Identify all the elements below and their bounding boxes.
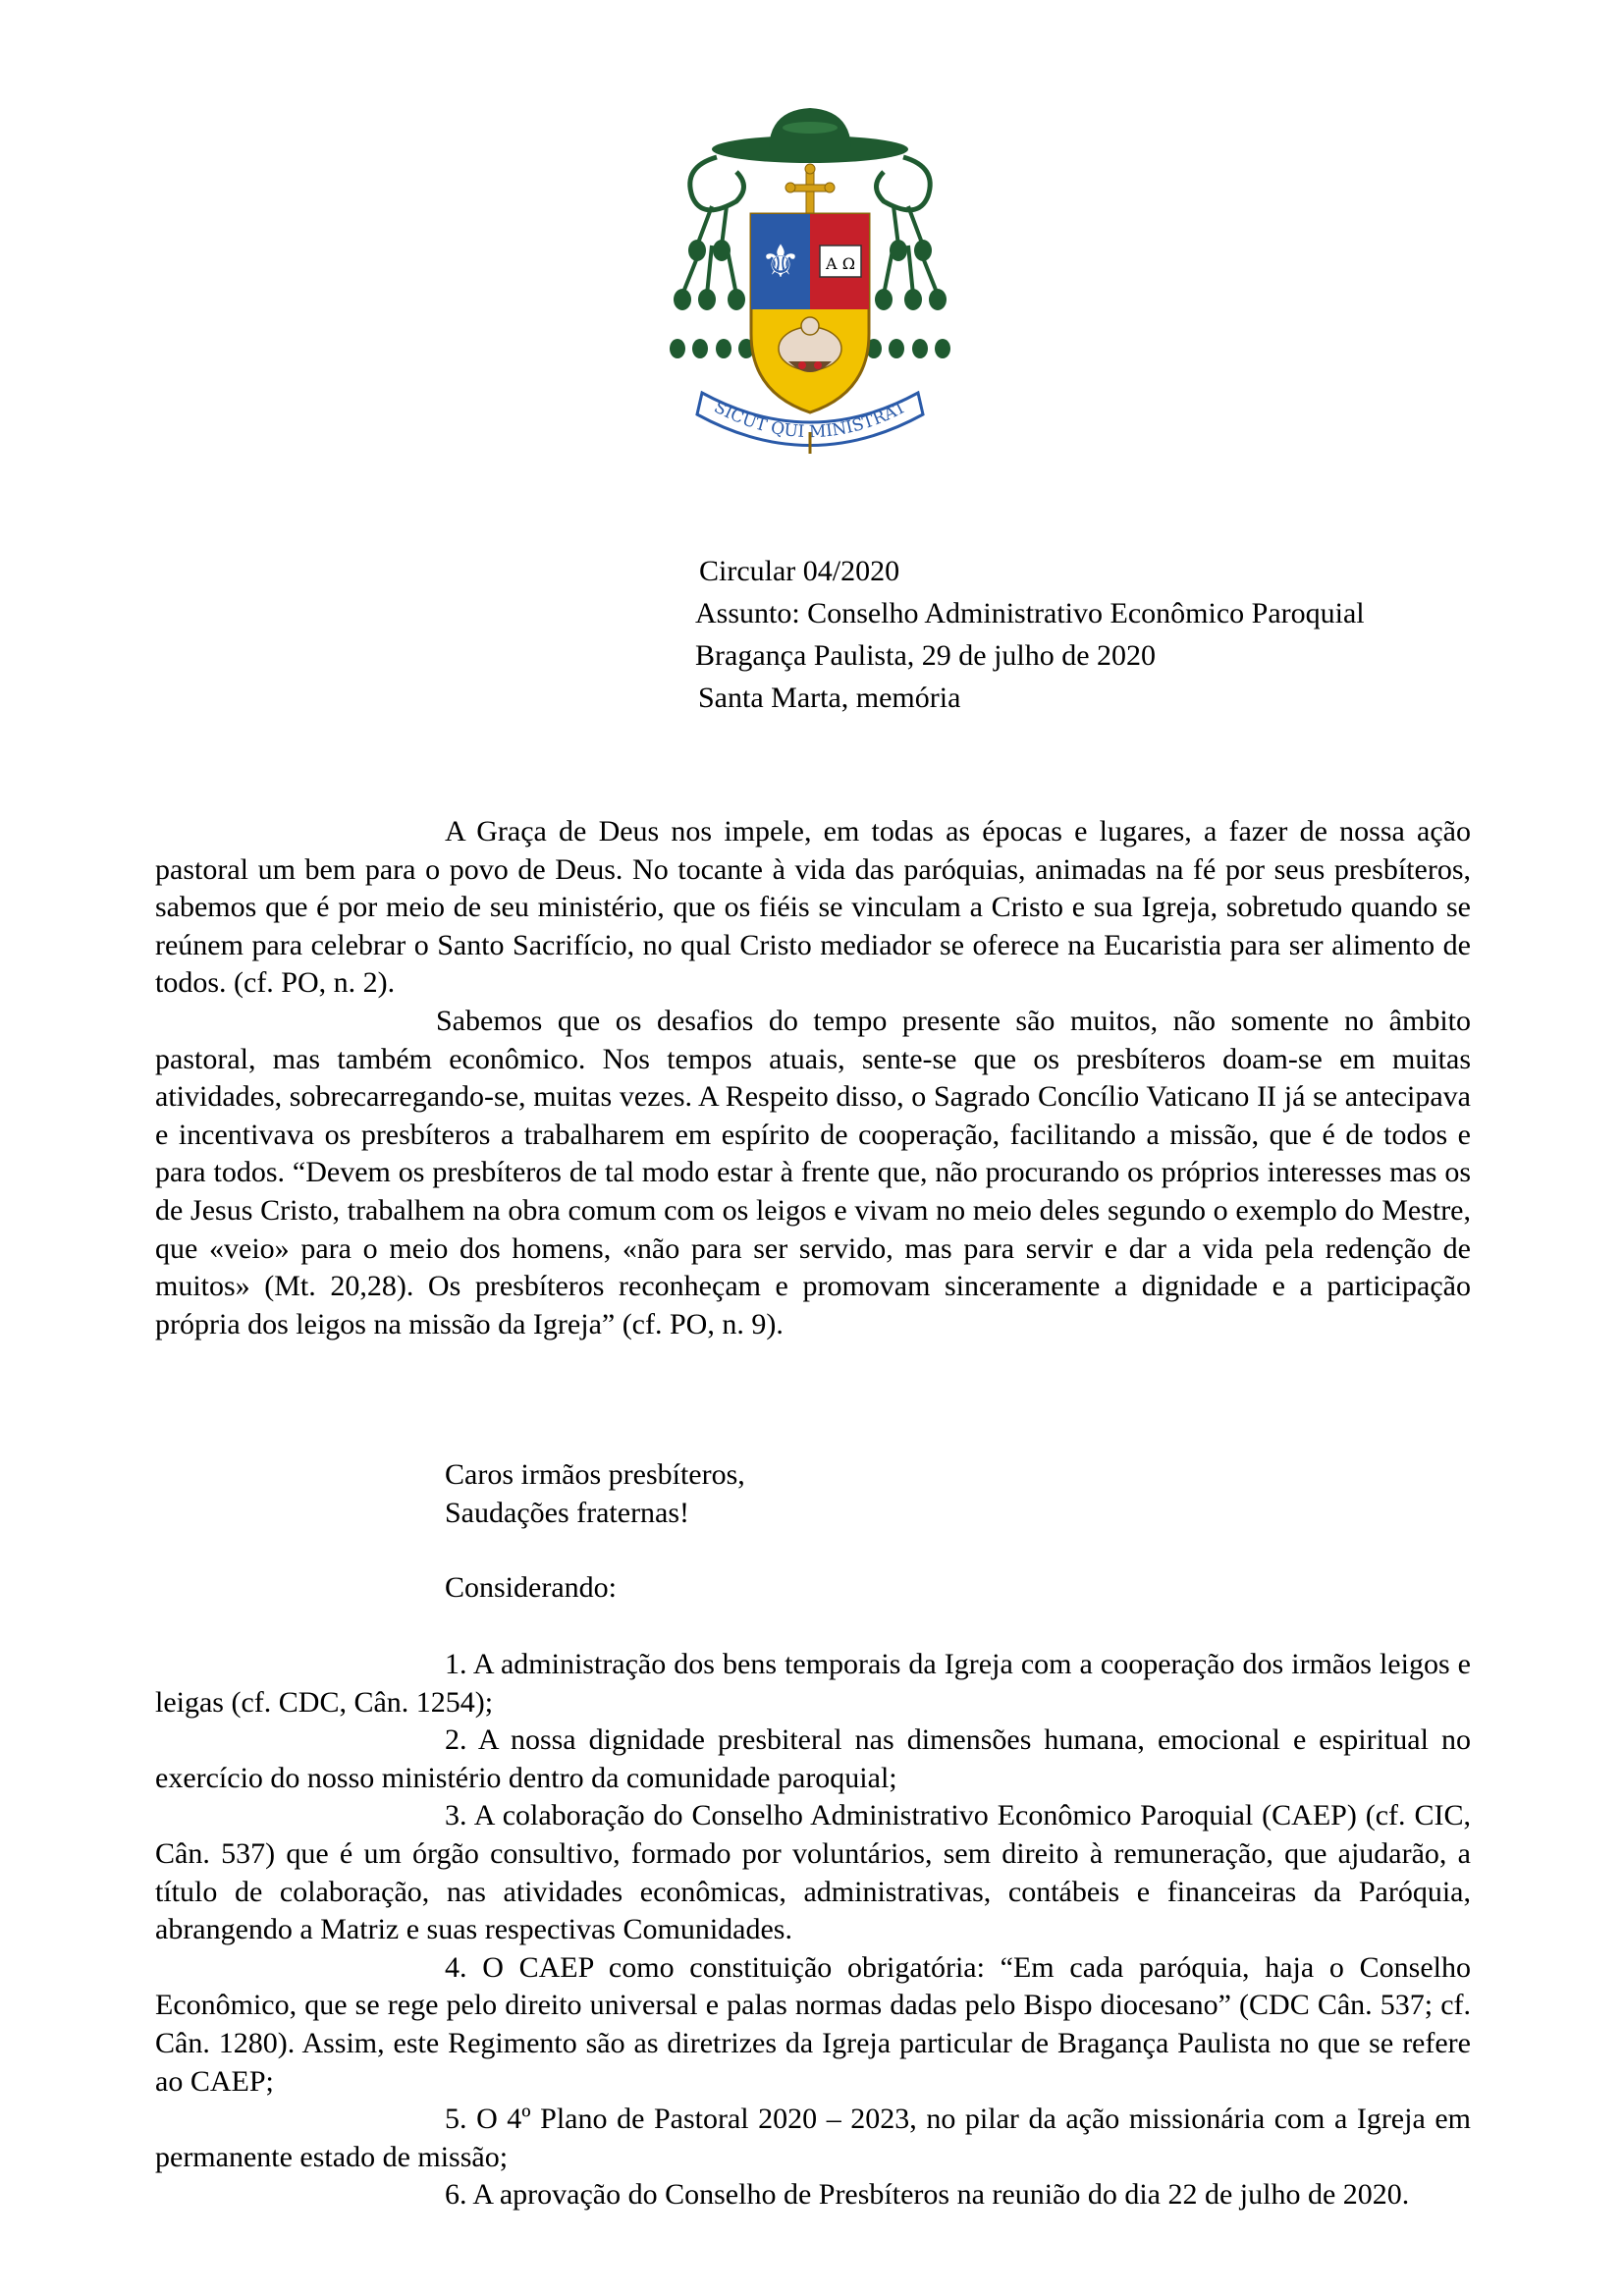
paragraph-challenges: Sabemos que os desafios do tempo presente são muitos, não somente no âmbito pastoral, mas também econômico. Nos tempos atuais, sente-se que os presbíteros doam-se em muitas atividades, sobrecarregando-se, muitas vezes. A Respeito disso, o Sagrado Concílio Vaticano II já se antecipava e incentivava os presbíteros a trabalharem em espírito de cooperação, facilitando a missão, que é de todos e para todos. “Devem os presbíteros de tal modo estar à frente que, não procurando os próprios interesses mas os de Jesus Cristo, trabalhem na obra comum com os leigos e vivam no meio deles segundo o exemplo do Mestre, que «veio» para o meio dos homens, «não para ser servido, mas para servir e dar a vida pela redenção de muitos» (Mt. 20,28). Os presbíteros reconheçam e promovam sinceramente a dignidade e a participação própria dos leigos na missão da Igreja” (cf. PO, n. 9).: [155, 1005, 1471, 1340]
paragraph-intro: A Graça de Deus nos impele, em todas as épocas e lugares, a fazer de nossa ação pastoral um bem para o povo de Deus. No tocante à vida das paróquias, animadas na fé por seus presbíteros, sabemos que é por meio de seu ministério, que os fiéis se vinculam a Cristo e sua Igreja, sobretudo quando se reúnem para celebrar o Santo Sacrifício, no qual Cristo mediador se oferece na Eucaristia para ser alimento de todos. (cf. PO, n. 2).: [155, 815, 1471, 1000]
fleur-de-lis-icon: ⚜: [760, 235, 801, 288]
coat-of-arms-logo: [643, 98, 977, 462]
list-item: 2. A nossa dignidade presbiteral nas dimensões humana, emocional e espiritual no exercício do nosso ministério dentro da comunidade paroquial;: [155, 1723, 1471, 1794]
subject-line: Assunto: Conselho Administrativo Econômico Paroquial: [695, 597, 1365, 629]
circular-header: [687, 550, 1365, 719]
considerations-list: [155, 1646, 1471, 2214]
list-item: 1. A administração dos bens temporais da Igreja com a cooperação dos irmãos leigos e leigas (cf. CDC, Cân. 1254);: [155, 1648, 1471, 1719]
motto-text: SICUT QUI MINISTRAT: [710, 397, 910, 443]
considering-heading: Considerando:: [445, 1571, 617, 1604]
book-text: A Ω: [826, 254, 855, 273]
place-date: Bragança Paulista, 29 de julho de 2020: [695, 639, 1157, 672]
fraternal-greetings: Saudações fraternas!: [445, 1497, 690, 1529]
list-item: 4. O CAEP como constituição obrigatória: “Em cada paróquia, haja o Conselho Econômico, que se rege pelo direito universal e palas normas dadas pelo Bispo diocesano” (CDC Cân. 537; cf. Cân. 1280). Assim, este Regimento são as diretrizes da Igreja particular de Bragança Paulista no que se refere ao CAEP;: [155, 1950, 1471, 2098]
list-item: 5. O 4º Plano de Pastoral 2020 – 2023, no pilar da ação missionária com a Igreja em permanente estado de missão;: [155, 2103, 1471, 2173]
salutation: Caros irmãos presbíteros,: [445, 1458, 745, 1491]
circular-number: Circular 04/2020: [699, 555, 900, 587]
list-item: 6. A aprovação do Conselho de Presbíteros na reunião do dia 22 de julho de 2020.: [445, 2178, 1410, 2212]
liturgical-memory: Santa Marta, memória: [698, 682, 961, 714]
list-item: 3. A colaboração do Conselho Administrativo Econômico Paroquial (CAEP) (cf. CIC, Cân. 537) que é um órgão consultivo, formado por voluntários, sem direito à remuneração, que ajudarão, a título de colaboração, nas atividades econômicas, administrativas, contábeis e financeiras da Paróquia, abrangendo a Matriz e suas respectivas Comunidades.: [155, 1799, 1471, 1946]
